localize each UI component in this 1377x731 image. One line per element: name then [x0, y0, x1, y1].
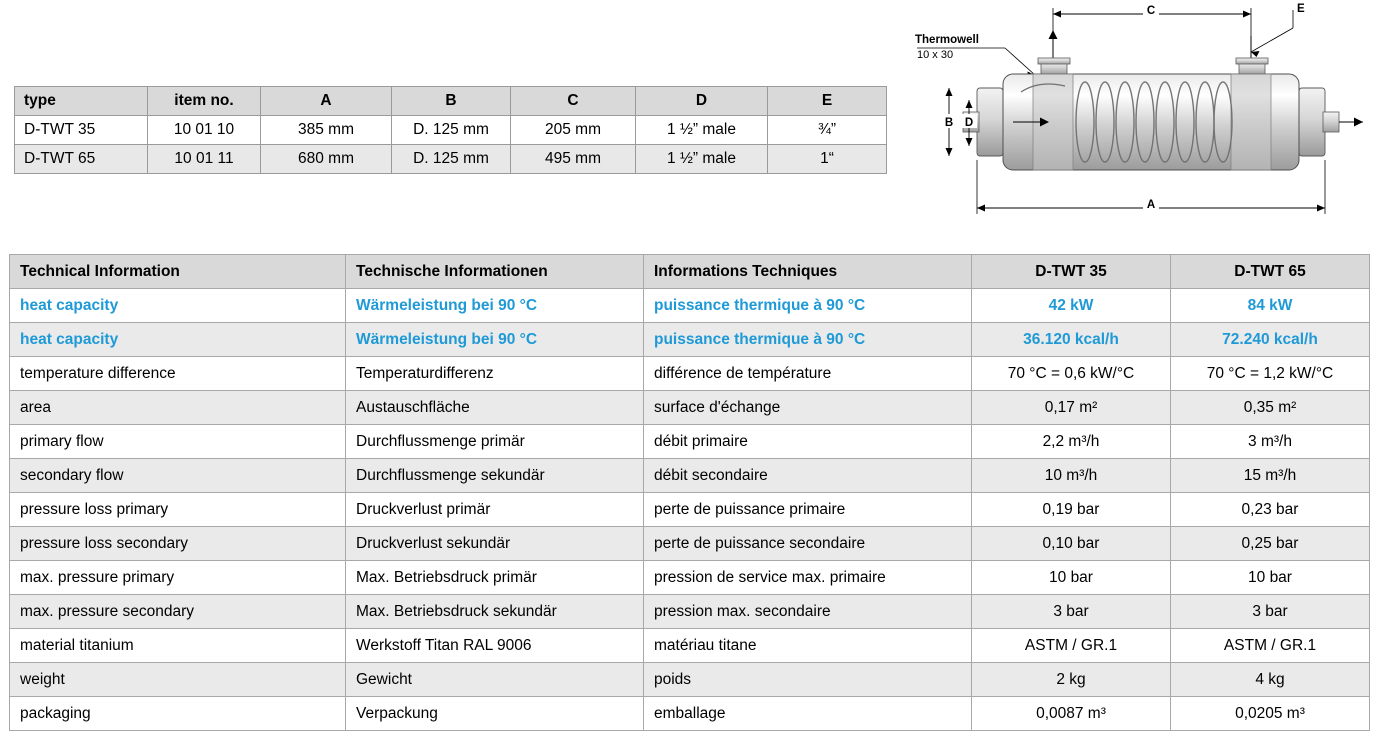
cell-en: secondary flow: [10, 459, 346, 493]
cell-fr: puissance thermique à 90 °C: [644, 323, 972, 357]
cell-b: D. 125 mm: [392, 145, 511, 174]
cell-en: heat capacity: [10, 323, 346, 357]
cell-de: Wärmeleistung bei 90 °C: [346, 323, 644, 357]
cell-de: Druckverlust sekundär: [346, 527, 644, 561]
cell-c: 495 mm: [511, 145, 636, 174]
cell-en: max. pressure secondary: [10, 595, 346, 629]
technical-information-table: [9, 254, 1370, 731]
cell-value-35: 2,2 m³/h: [972, 425, 1171, 459]
table-row: [15, 116, 887, 145]
dimension-e: [1251, 3, 1305, 57]
cell-fr: perte de puissance secondaire: [644, 527, 972, 561]
column-header-d: D: [636, 87, 768, 116]
cell-value-35: 10 bar: [972, 561, 1171, 595]
cell-fr: pression de service max. primaire: [644, 561, 972, 595]
cell-value-65: 3 bar: [1171, 595, 1370, 629]
dimension-a-label: A: [1146, 199, 1156, 211]
cell-de: Wärmeleistung bei 90 °C: [346, 289, 644, 323]
cell-item-no: 10 01 11: [148, 145, 261, 174]
column-header-technical-information: Technical Information: [10, 255, 346, 289]
table-row: [10, 459, 1370, 493]
dimension-c-label: C: [1146, 5, 1156, 17]
cell-en: packaging: [10, 697, 346, 731]
cell-fr: débit primaire: [644, 425, 972, 459]
cell-fr: emballage: [644, 697, 972, 731]
thermowell-callout: [915, 34, 1035, 78]
cell-value-35: 0,0087 m³: [972, 697, 1171, 731]
column-header-technische-informationen: Technische Informationen: [346, 255, 644, 289]
cell-value-65: 4 kg: [1171, 663, 1370, 697]
column-header-d-twt-65: D-TWT 65: [1171, 255, 1370, 289]
table-row: [10, 493, 1370, 527]
dimension-d: [962, 100, 977, 146]
cell-en: heat capacity: [10, 289, 346, 323]
table-row: [10, 663, 1370, 697]
column-header-informations-techniques: Informations Techniques: [644, 255, 972, 289]
thermowell-label: Thermowell: [915, 34, 979, 46]
column-header-c: C: [511, 87, 636, 116]
cell-value-35: 42 kW: [972, 289, 1171, 323]
table-row: [10, 391, 1370, 425]
cell-type: D-TWT 35: [15, 116, 148, 145]
cell-value-65: 0,25 bar: [1171, 527, 1370, 561]
table-header-row: [15, 87, 887, 116]
dimension-c: [1053, 3, 1251, 58]
cell-c: 205 mm: [511, 116, 636, 145]
table-row: [10, 561, 1370, 595]
cell-en: material titanium: [10, 629, 346, 663]
table-row: [10, 425, 1370, 459]
cell-en: pressure loss primary: [10, 493, 346, 527]
cell-de: Max. Betriebsdruck sekundär: [346, 595, 644, 629]
cell-value-35: 2 kg: [972, 663, 1171, 697]
cell-fr: pression max. secondaire: [644, 595, 972, 629]
cell-value-35: 0,17 m²: [972, 391, 1171, 425]
cell-value-65: 0,23 bar: [1171, 493, 1370, 527]
cell-en: max. pressure primary: [10, 561, 346, 595]
column-header-item-no: item no.: [148, 87, 261, 116]
cell-d: 1 ½” male: [636, 116, 768, 145]
dimension-e-label: E: [1297, 3, 1305, 15]
cell-de: Verpackung: [346, 697, 644, 731]
dimensions-table: [14, 86, 887, 174]
thermowell-spec: 10 x 30: [917, 49, 954, 61]
dimension-b-label: B: [944, 117, 954, 129]
cell-fr: débit secondaire: [644, 459, 972, 493]
cell-value-35: 10 m³/h: [972, 459, 1171, 493]
flow-arrows-top: [1049, 30, 1256, 68]
column-header-e: E: [768, 87, 887, 116]
cell-en: pressure loss secondary: [10, 527, 346, 561]
column-header-d-twt-35: D-TWT 35: [972, 255, 1171, 289]
cell-value-65: 0,0205 m³: [1171, 697, 1370, 731]
dimensions-table-container: [14, 86, 887, 174]
cell-d: 1 ½” male: [636, 145, 768, 174]
cell-en: primary flow: [10, 425, 346, 459]
cell-en: weight: [10, 663, 346, 697]
cell-de: Temperaturdifferenz: [346, 357, 644, 391]
cell-item-no: 10 01 10: [148, 116, 261, 145]
dimension-b: [941, 88, 957, 156]
heat-exchanger-drawing: [905, 0, 1365, 240]
cell-e: ¾”: [768, 116, 887, 145]
cell-de: Durchflussmenge sekundär: [346, 459, 644, 493]
cell-en: area: [10, 391, 346, 425]
cell-value-65: 3 m³/h: [1171, 425, 1370, 459]
table-row: [10, 289, 1370, 323]
cell-value-65: 10 bar: [1171, 561, 1370, 595]
cell-value-35: 3 bar: [972, 595, 1171, 629]
cell-fr: différence de température: [644, 357, 972, 391]
cell-de: Werkstoff Titan RAL 9006: [346, 629, 644, 663]
cell-value-35: 0,19 bar: [972, 493, 1171, 527]
exchanger-body: [963, 58, 1339, 170]
cell-fr: matériau titane: [644, 629, 972, 663]
cell-a: 680 mm: [261, 145, 392, 174]
cell-fr: poids: [644, 663, 972, 697]
cell-value-65: 15 m³/h: [1171, 459, 1370, 493]
cell-de: Druckverlust primär: [346, 493, 644, 527]
cell-value-35: 36.120 kcal/h: [972, 323, 1171, 357]
cell-b: D. 125 mm: [392, 116, 511, 145]
cell-fr: puissance thermique à 90 °C: [644, 289, 972, 323]
cell-de: Austauschfläche: [346, 391, 644, 425]
cell-value-65: 0,35 m²: [1171, 391, 1370, 425]
cell-de: Gewicht: [346, 663, 644, 697]
cell-de: Durchflussmenge primär: [346, 425, 644, 459]
column-header-type: type: [15, 87, 148, 116]
cell-value-65: ASTM / GR.1: [1171, 629, 1370, 663]
table-row: [10, 629, 1370, 663]
table-row: [10, 357, 1370, 391]
column-header-a: A: [261, 87, 392, 116]
cell-type: D-TWT 65: [15, 145, 148, 174]
cell-en: temperature difference: [10, 357, 346, 391]
technical-table-container: [9, 254, 1370, 731]
cell-value-65: 72.240 kcal/h: [1171, 323, 1370, 357]
cell-value-35: ASTM / GR.1: [972, 629, 1171, 663]
cell-value-65: 84 kW: [1171, 289, 1370, 323]
cell-value-65: 70 °C = 1,2 kW/°C: [1171, 357, 1370, 391]
cell-a: 385 mm: [261, 116, 392, 145]
table-row: [10, 527, 1370, 561]
cell-value-35: 70 °C = 0,6 kW/°C: [972, 357, 1171, 391]
cell-value-35: 0,10 bar: [972, 527, 1171, 561]
cell-de: Max. Betriebsdruck primär: [346, 561, 644, 595]
cell-e: 1“: [768, 145, 887, 174]
table-header-row: [10, 255, 1370, 289]
dimension-d-label: D: [964, 117, 974, 129]
table-row: [10, 595, 1370, 629]
cell-fr: surface d'échange: [644, 391, 972, 425]
cell-fr: perte de puissance primaire: [644, 493, 972, 527]
drawing-svg: [905, 0, 1365, 240]
column-header-b: B: [392, 87, 511, 116]
table-row: [15, 145, 887, 174]
table-row: [10, 697, 1370, 731]
table-row: [10, 323, 1370, 357]
